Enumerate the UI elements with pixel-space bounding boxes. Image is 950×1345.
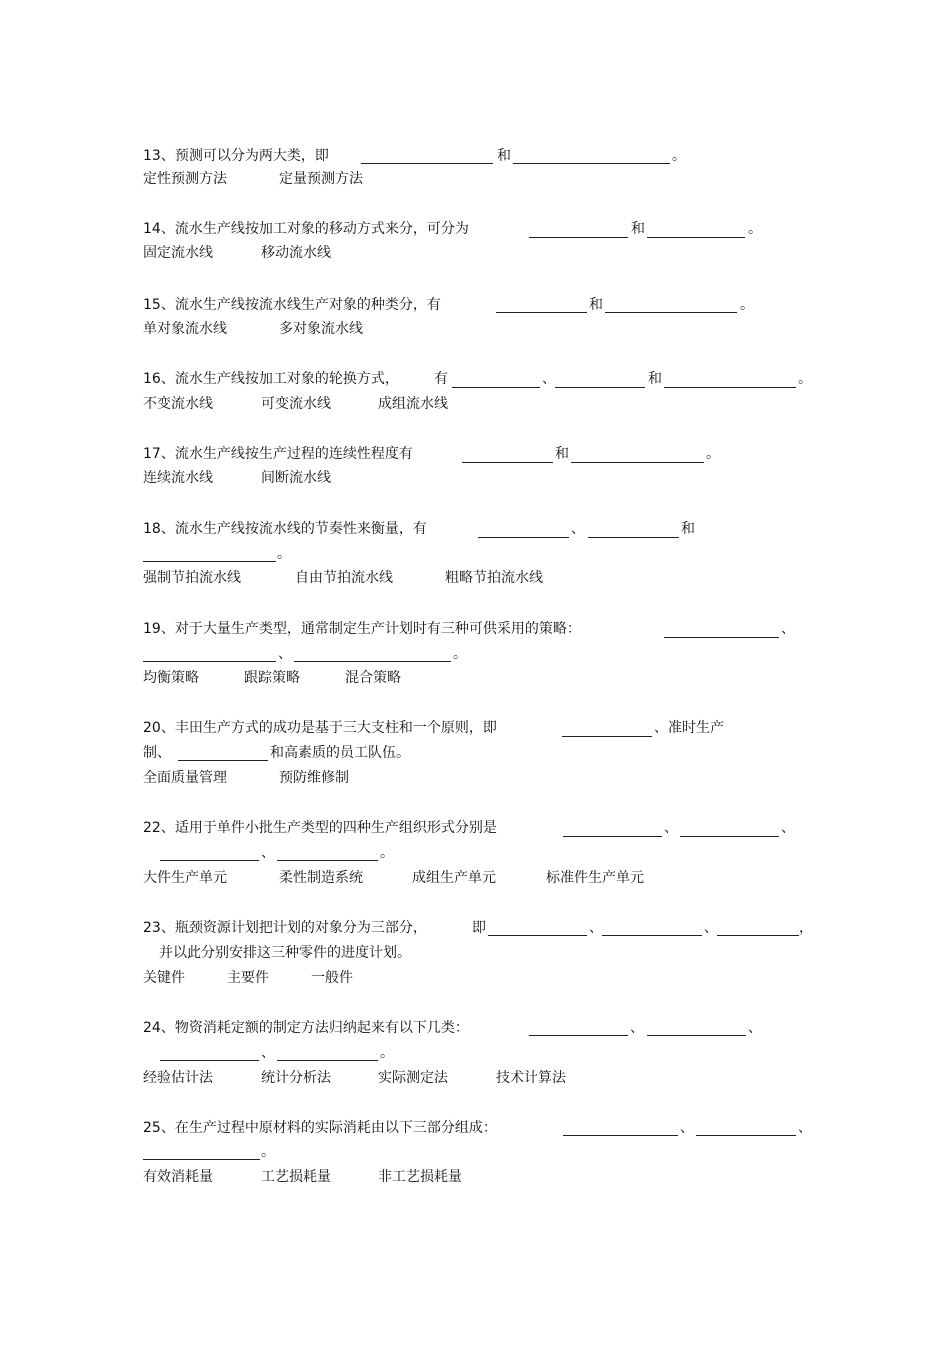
question-20-text: 20、丰田生产方式的成功是基于三大支柱和一个原则，即 — [143, 720, 497, 736]
question-13-connector: 和 — [497, 148, 511, 164]
question-24-sep: 、 — [261, 1045, 275, 1061]
blank-line[interactable] — [496, 312, 587, 313]
question-18-text: 18、流水生产线按流水线的节奏性来衡量，有 — [143, 521, 427, 537]
question-18-connector: 和 — [681, 521, 695, 537]
blank-line[interactable] — [571, 462, 704, 463]
blank-line[interactable] — [452, 387, 540, 388]
question-20-text-line2: 制、 — [143, 745, 171, 761]
question-22-text: 22、适用于单件小批生产类型的四种生产组织形式分别是 — [143, 820, 497, 836]
question-15-end: 。 — [740, 297, 754, 313]
question-23-sep: 、 — [704, 920, 718, 936]
question-17-end: 。 — [706, 446, 720, 462]
question-16-you: 有 — [434, 371, 448, 387]
question-15-connector: 和 — [589, 297, 603, 313]
answer: 移动流水线 — [261, 245, 331, 261]
blank-line[interactable] — [529, 237, 628, 238]
blank-line[interactable] — [143, 561, 276, 562]
answer: 成组生产单元 — [412, 870, 496, 886]
answer: 有效消耗量 — [143, 1169, 213, 1185]
question-16-connector: 和 — [648, 371, 662, 387]
question-23-ji: 即 — [472, 920, 486, 936]
answer: 间断流水线 — [261, 470, 331, 486]
blank-line[interactable] — [178, 760, 268, 761]
question-18-sep: 、 — [571, 521, 585, 537]
answer: 经验估计法 — [143, 1070, 213, 1086]
blank-line[interactable] — [717, 935, 799, 936]
blank-line[interactable] — [562, 736, 652, 737]
answer: 关键件 — [143, 970, 185, 986]
blank-line[interactable] — [462, 462, 553, 463]
question-20-end: 和高素质的员工队伍。 — [270, 745, 410, 761]
question-22-sep: 、 — [261, 845, 275, 861]
answer: 大件生产单元 — [143, 870, 227, 886]
question-25-text: 25、在生产过程中原材料的实际消耗由以下三部分组成： — [143, 1120, 497, 1136]
answer: 柔性制造系统 — [279, 870, 363, 886]
blank-line[interactable] — [555, 387, 645, 388]
answer: 非工艺损耗量 — [378, 1169, 462, 1185]
question-13-end: 。 — [672, 148, 686, 164]
blank-line[interactable] — [563, 1135, 678, 1136]
blank-line[interactable] — [529, 1035, 628, 1036]
question-13-text: 13、预测可以分为两大类，即 — [143, 148, 329, 164]
answer: 定性预测方法 — [143, 171, 227, 187]
blank-line[interactable] — [513, 163, 670, 164]
question-25-sep: 、 — [680, 1120, 694, 1136]
blank-line[interactable] — [647, 1035, 746, 1036]
answer: 固定流水线 — [143, 245, 213, 261]
question-20-continued: 、准时生产 — [654, 720, 724, 736]
blank-line[interactable] — [160, 860, 259, 861]
question-24-sep: 、 — [748, 1020, 762, 1036]
answer: 预防维修制 — [279, 770, 349, 786]
question-17-connector: 和 — [555, 446, 569, 462]
answer: 成组流水线 — [378, 396, 448, 412]
question-23-text: 23、瓶颈资源计划把计划的对象分为三部分， — [143, 920, 427, 936]
blank-line[interactable] — [680, 836, 779, 837]
question-14-end: 。 — [748, 221, 762, 237]
question-25-end: 。 — [261, 1144, 275, 1160]
answer: 不变流水线 — [143, 396, 213, 412]
answer: 跟踪策略 — [244, 670, 300, 686]
blank-line[interactable] — [294, 661, 451, 662]
blank-line[interactable] — [563, 836, 662, 837]
blank-line[interactable] — [488, 935, 587, 936]
answer: 混合策略 — [345, 670, 401, 686]
blank-line[interactable] — [696, 1135, 796, 1136]
blank-line[interactable] — [277, 1060, 378, 1061]
blank-line[interactable] — [602, 935, 702, 936]
answer: 工艺损耗量 — [261, 1169, 331, 1185]
question-19-text: 19、对于大量生产类型，通常制定生产计划时有三种可供采用的策略： — [143, 621, 581, 637]
answer: 均衡策略 — [143, 670, 199, 686]
answer: 一般件 — [311, 970, 353, 986]
question-18-end: 。 — [277, 546, 291, 562]
blank-line[interactable] — [277, 860, 378, 861]
answer: 全面质量管理 — [143, 770, 227, 786]
answer: 可变流水线 — [261, 396, 331, 412]
answer: 粗略节拍流水线 — [445, 570, 543, 586]
answer: 自由节拍流水线 — [295, 570, 393, 586]
blank-line[interactable] — [143, 1159, 260, 1160]
blank-line[interactable] — [588, 537, 679, 538]
answer: 技术计算法 — [496, 1070, 566, 1086]
question-14-text: 14、流水生产线按加工对象的移动方式来分，可分为 — [143, 221, 469, 237]
question-22-end: 。 — [380, 845, 394, 861]
blank-line[interactable] — [361, 163, 493, 164]
question-19-sep: 、 — [781, 621, 795, 637]
question-23-text-line2: 并以此分别安排这三种零件的进度计划。 — [159, 945, 411, 961]
blank-line[interactable] — [605, 312, 737, 313]
blank-line[interactable] — [478, 537, 569, 538]
blank-line[interactable] — [664, 637, 779, 638]
question-23-comma: ， — [799, 920, 813, 936]
question-19-sep: 、 — [278, 646, 292, 662]
blank-line[interactable] — [143, 661, 276, 662]
question-14-connector: 和 — [631, 221, 645, 237]
question-15-text: 15、流水生产线按流水线生产对象的种类分，有 — [143, 297, 441, 313]
question-24-end: 。 — [380, 1045, 394, 1061]
answer: 统计分析法 — [261, 1070, 331, 1086]
answer: 多对象流水线 — [279, 321, 363, 337]
answer: 标准件生产单元 — [546, 870, 644, 886]
answer: 连续流水线 — [143, 470, 213, 486]
blank-line[interactable] — [647, 237, 745, 238]
question-24-text: 24、物资消耗定额的制定方法归纳起来有以下几类： — [143, 1020, 469, 1036]
question-17-text: 17、流水生产线按生产过程的连续性程度有 — [143, 446, 413, 462]
question-25-sep: 、 — [798, 1120, 812, 1136]
question-16-text: 16、流水生产线按加工对象的轮换方式， — [143, 371, 399, 387]
question-22-sep: 、 — [664, 820, 678, 836]
question-19-end: 。 — [453, 646, 467, 662]
answer: 强制节拍流水线 — [143, 570, 241, 586]
question-24-sep: 、 — [630, 1020, 644, 1036]
blank-line[interactable] — [664, 387, 796, 388]
answer: 主要件 — [227, 970, 269, 986]
blank-line[interactable] — [160, 1060, 259, 1061]
question-22-sep: 、 — [781, 820, 795, 836]
answer: 单对象流水线 — [143, 321, 227, 337]
answer: 实际测定法 — [378, 1070, 448, 1086]
question-16-sep: 、 — [542, 371, 556, 387]
answer: 定量预测方法 — [279, 171, 363, 187]
question-23-sep: 、 — [589, 920, 603, 936]
question-16-end: 。 — [798, 371, 812, 387]
